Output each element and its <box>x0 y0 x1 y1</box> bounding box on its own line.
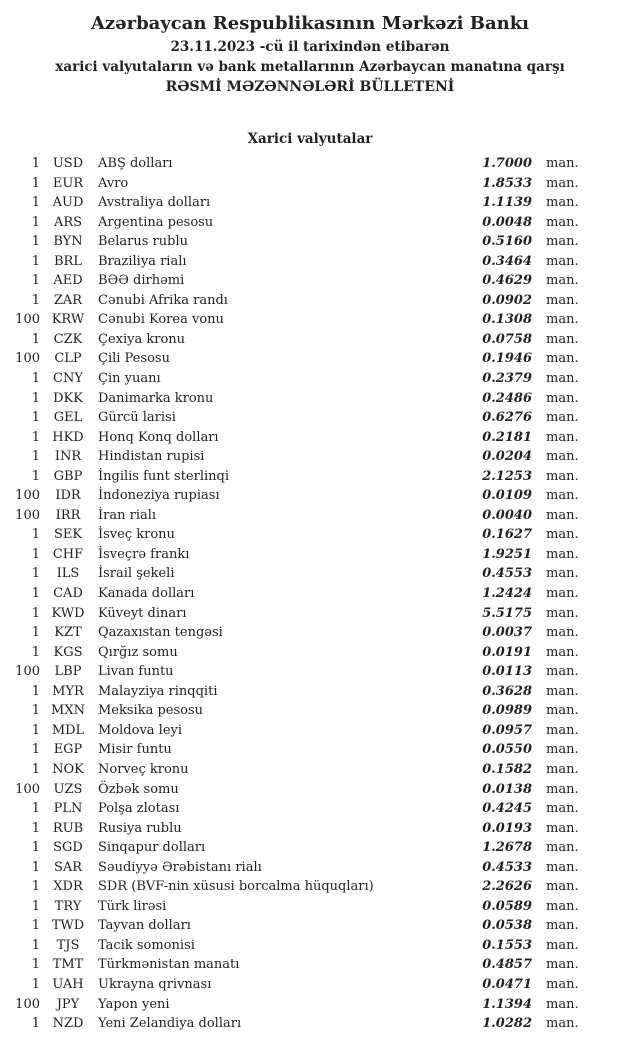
section-title-foreign-currencies: Xarici valyutalar <box>247 131 373 147</box>
currency-quantity: 1 <box>31 546 40 562</box>
unit-label: man. <box>546 801 579 817</box>
unit-label: man. <box>546 273 579 289</box>
currency-name: İsrail şekeli <box>98 566 175 582</box>
currency-code: CZK <box>53 331 83 347</box>
currency-code: RUB <box>52 820 84 836</box>
currency-name: Avro <box>98 175 129 191</box>
currency-quantity: 100 <box>15 664 40 680</box>
unit-label: man. <box>546 253 579 269</box>
unit-label: man. <box>546 996 579 1012</box>
currency-name: Çili Pesosu <box>98 351 170 367</box>
unit-label: man. <box>546 410 579 426</box>
table-row <box>0 447 620 467</box>
rate-value: 0.0204 <box>482 449 532 465</box>
currency-quantity: 1 <box>31 879 40 895</box>
table-row <box>0 271 620 291</box>
unit-label: man. <box>546 781 579 797</box>
rate-value: 0.4245 <box>482 801 532 817</box>
table-row <box>0 760 620 780</box>
currency-code: DKK <box>53 390 83 406</box>
currency-quantity: 1 <box>31 527 40 543</box>
currency-code: AUD <box>52 195 84 211</box>
rate-value: 0.0037 <box>482 625 532 641</box>
currency-code: KRW <box>51 312 85 328</box>
table-row <box>0 291 620 311</box>
document-subtitle: xarici valyutaların və bank metallarının Azərbaycan manatına qarşı <box>55 59 565 75</box>
currency-name: Rusiya rublu <box>98 820 182 836</box>
unit-label: man. <box>546 292 579 308</box>
currency-code: TMT <box>52 957 84 973</box>
currency-quantity: 1 <box>31 742 40 758</box>
rate-value: 0.0109 <box>482 488 532 504</box>
currency-code: CAD <box>53 586 83 602</box>
document-header <box>0 0 620 97</box>
table-row <box>0 701 620 721</box>
unit-label: man. <box>546 371 579 387</box>
unit-label: man. <box>546 449 579 465</box>
currency-code: SAR <box>53 859 83 875</box>
unit-label: man. <box>546 644 579 660</box>
rate-value: 0.0040 <box>482 507 532 523</box>
table-row <box>0 740 620 760</box>
unit-label: man. <box>546 234 579 250</box>
unit-label: man. <box>546 312 579 328</box>
currency-name: Küveyt dinarı <box>98 605 187 621</box>
unit-label: man. <box>546 586 579 602</box>
currency-name: Cənubi Afrika randı <box>98 292 228 308</box>
currency-name: İngilis funt sterlinqi <box>98 468 229 484</box>
currency-code: ARS <box>53 214 83 230</box>
table-row <box>0 174 620 194</box>
currency-code: KGS <box>53 644 83 660</box>
currency-quantity: 1 <box>31 273 40 289</box>
currency-name: Yeni Zelandiya dolları <box>98 1016 242 1032</box>
unit-label: man. <box>546 214 579 230</box>
rate-value: 2.1253 <box>482 468 532 484</box>
table-row <box>0 193 620 213</box>
rate-value: 0.2486 <box>482 390 532 406</box>
currency-quantity: 1 <box>31 292 40 308</box>
rate-value: 0.4553 <box>482 566 532 582</box>
table-row <box>0 369 620 389</box>
currency-name: Argentina pesosu <box>98 214 214 230</box>
rate-value: 1.1394 <box>482 996 532 1012</box>
currency-code: MXN <box>51 703 85 719</box>
currency-quantity: 1 <box>31 820 40 836</box>
currency-code: NOK <box>52 761 84 777</box>
currency-code: IRR <box>55 507 81 523</box>
unit-label: man. <box>546 625 579 641</box>
table-row <box>0 349 620 369</box>
table-row <box>0 428 620 448</box>
rate-value: 1.9251 <box>482 546 532 562</box>
currency-code: LBP <box>54 664 82 680</box>
rate-value: 0.4857 <box>482 957 532 973</box>
table-row <box>0 604 620 624</box>
table-row <box>0 858 620 878</box>
currency-name: Honq Konq dolları <box>98 429 219 445</box>
table-row <box>0 467 620 487</box>
currency-name: Danimarka kronu <box>98 390 214 406</box>
unit-label: man. <box>546 976 579 992</box>
rate-value: 1.7000 <box>482 156 532 171</box>
currency-name: Kanada dolları <box>98 586 195 602</box>
currency-code: EUR <box>52 175 84 191</box>
currency-code: ILS <box>56 566 80 582</box>
currency-code: NZD <box>52 1016 84 1032</box>
currency-code: MYR <box>52 683 84 699</box>
rate-value: 0.5160 <box>482 234 532 250</box>
currency-name: Belarus rublu <box>98 234 188 250</box>
table-row <box>0 1014 620 1034</box>
unit-label: man. <box>546 566 579 582</box>
currency-quantity: 100 <box>15 781 40 797</box>
currency-quantity: 100 <box>15 488 40 504</box>
currency-code: CHF <box>52 546 84 562</box>
unit-label: man. <box>546 937 579 953</box>
bulletin-title: RƏSMİ MƏZƏNNƏLƏRİ BÜLLETENİ <box>165 79 455 95</box>
rate-value: 0.0113 <box>482 664 532 680</box>
currency-name: Braziliya rialı <box>98 253 187 269</box>
currency-name: Cənubi Korea vonu <box>98 312 224 328</box>
currency-code: ZAR <box>53 292 83 308</box>
table-row <box>0 936 620 956</box>
rate-value: 0.2379 <box>482 371 532 387</box>
currency-name: Yapon yeni <box>98 996 170 1012</box>
table-row <box>0 682 620 702</box>
table-row <box>0 408 620 428</box>
currency-name: Gürcü larisi <box>98 410 176 426</box>
rate-value: 0.1946 <box>482 351 532 367</box>
unit-label: man. <box>546 879 579 895</box>
currency-quantity: 1 <box>31 156 40 171</box>
currency-quantity: 100 <box>15 996 40 1012</box>
table-row <box>0 995 620 1015</box>
currency-quantity: 1 <box>31 761 40 777</box>
currency-code: TRY <box>54 898 82 914</box>
currency-name: ABŞ dolları <box>98 156 173 171</box>
currency-code: TWD <box>51 918 85 934</box>
table-row <box>0 389 620 409</box>
rate-value: 0.0193 <box>482 820 532 836</box>
unit-label: man. <box>546 898 579 914</box>
unit-label: man. <box>546 742 579 758</box>
rate-value: 2.2626 <box>482 879 532 895</box>
currency-name: Çin yuanı <box>98 371 161 387</box>
table-row <box>0 780 620 800</box>
rate-value: 0.2181 <box>482 429 532 445</box>
unit-label: man. <box>546 156 579 171</box>
table-row <box>0 584 620 604</box>
bank-name-title: Azərbaycan Respublikasının Mərkəzi Bankı <box>90 13 530 34</box>
table-row <box>0 232 620 252</box>
rate-value: 1.2678 <box>482 840 532 856</box>
table-row <box>0 643 620 663</box>
currency-name: Norveç kronu <box>98 761 189 777</box>
currency-name: Hindistan rupisi <box>98 449 205 465</box>
rate-value: 0.0138 <box>482 781 532 797</box>
table-row <box>0 213 620 233</box>
table-row <box>0 838 620 858</box>
rate-value: 0.3628 <box>482 683 532 699</box>
rate-value: 1.1139 <box>482 195 532 211</box>
rate-value: 0.0589 <box>482 898 532 914</box>
table-row <box>0 486 620 506</box>
unit-label: man. <box>546 468 579 484</box>
currency-code: CNY <box>53 371 83 387</box>
table-row <box>0 545 620 565</box>
currency-quantity: 1 <box>31 371 40 387</box>
currency-quantity: 100 <box>15 507 40 523</box>
unit-label: man. <box>546 820 579 836</box>
table-row <box>0 819 620 839</box>
table-row <box>0 154 620 174</box>
rate-value: 5.5175 <box>482 605 532 621</box>
currency-quantity: 1 <box>31 449 40 465</box>
rate-value: 0.0989 <box>482 703 532 719</box>
unit-label: man. <box>546 331 579 347</box>
unit-label: man. <box>546 195 579 211</box>
currency-name: Özbək somu <box>98 781 179 797</box>
table-row <box>0 623 620 643</box>
currency-quantity: 1 <box>31 566 40 582</box>
currency-name: Ukrayna qrivnası <box>98 976 212 992</box>
currency-name: Türkmənistan manatı <box>98 957 240 973</box>
unit-label: man. <box>546 507 579 523</box>
currency-quantity: 1 <box>31 1016 40 1032</box>
unit-label: man. <box>546 175 579 191</box>
table-row <box>0 955 620 975</box>
unit-label: man. <box>546 859 579 875</box>
currency-code: EGP <box>53 742 83 758</box>
rate-value: 0.1553 <box>482 937 532 953</box>
currency-code: UAH <box>52 976 84 992</box>
currency-code: BYN <box>53 234 83 250</box>
rate-value: 0.4629 <box>482 273 532 289</box>
rate-value: 0.0191 <box>482 644 532 660</box>
currency-quantity: 100 <box>15 351 40 367</box>
currency-code: INR <box>54 449 82 465</box>
currency-name: Qazaxıstan tengəsi <box>98 625 223 641</box>
unit-label: man. <box>546 761 579 777</box>
currency-quantity: 1 <box>31 957 40 973</box>
rate-value: 0.0758 <box>482 331 532 347</box>
effective-date-line: 23.11.2023 -cü il tarixindən etibarən <box>170 39 450 55</box>
currency-quantity: 1 <box>31 898 40 914</box>
table-row <box>0 975 620 995</box>
table-row <box>0 330 620 350</box>
currency-code: MDL <box>51 722 85 738</box>
table-row <box>0 897 620 917</box>
unit-label: man. <box>546 722 579 738</box>
currency-code: PLN <box>53 801 83 817</box>
currency-name: İsveçrə frankı <box>98 546 190 562</box>
currency-code: GEL <box>53 410 83 426</box>
unit-label: man. <box>546 351 579 367</box>
currency-quantity: 1 <box>31 175 40 191</box>
currency-quantity: 1 <box>31 390 40 406</box>
currency-code: USD <box>52 156 84 171</box>
unit-label: man. <box>546 664 579 680</box>
rate-value: 0.0957 <box>482 722 532 738</box>
table-row <box>0 564 620 584</box>
rate-value: 0.0471 <box>482 976 532 992</box>
currency-quantity: 1 <box>31 214 40 230</box>
currency-code: AED <box>53 273 83 289</box>
currency-code: UZS <box>53 781 83 797</box>
unit-label: man. <box>546 957 579 973</box>
rate-value: 0.1582 <box>482 761 532 777</box>
currency-name: Meksika pesosu <box>98 703 204 719</box>
currency-code: BRL <box>54 253 82 269</box>
currency-name: Türk lirəsi <box>98 898 167 914</box>
table-row <box>0 916 620 936</box>
currency-code: JPY <box>56 996 80 1012</box>
table-row <box>0 506 620 526</box>
table-row <box>0 310 620 330</box>
currency-name: BƏƏ dirhəmi <box>98 273 185 289</box>
currency-quantity: 100 <box>15 312 40 328</box>
unit-label: man. <box>546 703 579 719</box>
currency-quantity: 1 <box>31 468 40 484</box>
currency-quantity: 1 <box>31 840 40 856</box>
currency-name: Livan funtu <box>98 664 174 680</box>
currency-quantity: 1 <box>31 937 40 953</box>
currency-code: KZT <box>54 625 82 641</box>
rate-value: 0.0550 <box>482 742 532 758</box>
table-row <box>0 252 620 272</box>
currency-name: Malayziya rinqqiti <box>98 683 218 699</box>
unit-label: man. <box>546 429 579 445</box>
currency-name: Moldova leyi <box>98 722 183 738</box>
currency-quantity: 1 <box>31 722 40 738</box>
currency-code: XDR <box>53 879 83 895</box>
currency-code: SGD <box>53 840 83 856</box>
rate-value: 1.8533 <box>482 175 532 191</box>
unit-label: man. <box>546 390 579 406</box>
rate-value: 0.0538 <box>482 918 532 934</box>
currency-quantity: 1 <box>31 918 40 934</box>
table-row <box>0 525 620 545</box>
currency-quantity: 1 <box>31 253 40 269</box>
currency-quantity: 1 <box>31 683 40 699</box>
currency-name: Tayvan dolları <box>98 918 191 934</box>
currency-name: Sinqapur dolları <box>98 840 206 856</box>
currency-quantity: 1 <box>31 976 40 992</box>
currency-name: İndoneziya rupiası <box>98 488 220 504</box>
table-row <box>0 877 620 897</box>
rate-value: 0.1627 <box>482 527 532 543</box>
currency-quantity: 1 <box>31 859 40 875</box>
currency-quantity: 1 <box>31 644 40 660</box>
currency-name: Polşa zlotası <box>98 801 180 817</box>
currency-name: Misir funtu <box>98 742 172 758</box>
currency-quantity: 1 <box>31 605 40 621</box>
currency-name: İsveç kronu <box>98 527 175 543</box>
currency-code: SEK <box>53 527 83 543</box>
rate-value: 1.2424 <box>482 586 532 602</box>
rate-value: 0.3464 <box>482 253 532 269</box>
rate-value: 0.4533 <box>482 859 532 875</box>
currency-quantity: 1 <box>31 586 40 602</box>
currency-quantity: 1 <box>31 429 40 445</box>
unit-label: man. <box>546 488 579 504</box>
unit-label: man. <box>546 683 579 699</box>
unit-label: man. <box>546 605 579 621</box>
currency-code: IDR <box>55 488 81 504</box>
unit-label: man. <box>546 527 579 543</box>
rate-value: 0.0902 <box>482 292 532 308</box>
currency-name: Avstraliya dolları <box>98 195 211 211</box>
rate-value: 0.1308 <box>482 312 532 328</box>
unit-label: man. <box>546 546 579 562</box>
currency-quantity: 1 <box>31 625 40 641</box>
currency-quantity: 1 <box>31 801 40 817</box>
rate-value: 1.0282 <box>482 1016 532 1032</box>
table-row <box>0 799 620 819</box>
currency-name: İran rialı <box>98 507 157 523</box>
currency-quantity: 1 <box>31 410 40 426</box>
unit-label: man. <box>546 840 579 856</box>
currency-code: HKD <box>52 429 84 445</box>
currency-name: Qırğız somu <box>98 644 178 660</box>
table-row <box>0 721 620 741</box>
table-row <box>0 662 620 682</box>
currency-code: GBP <box>53 468 83 484</box>
currency-quantity: 1 <box>31 703 40 719</box>
currency-rate-table <box>0 154 620 1034</box>
unit-label: man. <box>546 1016 579 1032</box>
currency-code: CLP <box>54 351 82 367</box>
currency-code: TJS <box>56 937 80 953</box>
rate-value: 0.0048 <box>482 214 532 230</box>
currency-name: SDR (BVF-nin xüsusi borcalma hüquqları) <box>98 879 374 895</box>
currency-quantity: 1 <box>31 331 40 347</box>
currency-code: KWD <box>51 605 85 621</box>
rate-value: 0.6276 <box>482 410 532 426</box>
currency-name: Səudiyyə Ərəbistanı rialı <box>98 859 262 875</box>
currency-name: Tacik somonisi <box>98 937 195 953</box>
unit-label: man. <box>546 918 579 934</box>
currency-quantity: 1 <box>31 195 40 211</box>
currency-name: Çexiya kronu <box>98 331 186 347</box>
currency-quantity: 1 <box>31 234 40 250</box>
